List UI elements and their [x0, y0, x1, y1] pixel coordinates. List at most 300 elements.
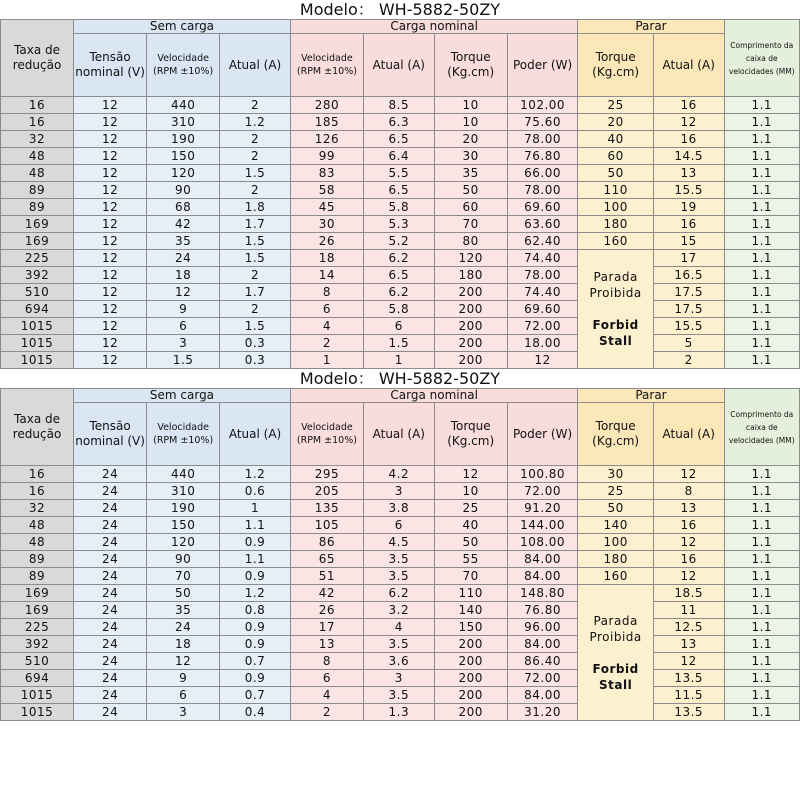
table-cell: 150	[147, 148, 220, 165]
table-cell: 24	[74, 636, 147, 653]
table-cell: 0.9	[220, 636, 291, 653]
table-cell: 70	[147, 568, 220, 585]
table-cell: 5.8	[363, 199, 434, 216]
table-cell: 110	[434, 585, 507, 602]
table-cell: 126	[290, 131, 363, 148]
table-cell: 1.1	[724, 250, 799, 267]
table-cell: 310	[147, 114, 220, 131]
table-cell: 135	[290, 500, 363, 517]
table-cell: 24	[74, 653, 147, 670]
table-cell: 70	[434, 568, 507, 585]
table-row	[1, 267, 800, 284]
header-ratio: Taxa de redução	[1, 20, 74, 97]
header-rl-current: Atual (A)	[363, 34, 434, 97]
table-cell: 24	[74, 670, 147, 687]
table-row	[1, 114, 800, 131]
table-row	[1, 483, 800, 500]
table-cell: 1.1	[724, 114, 799, 131]
table-cell: 1.1	[724, 653, 799, 670]
table-cell: 1.2	[220, 466, 291, 483]
table-cell: 50	[578, 500, 653, 517]
table-cell: 0.6	[220, 483, 291, 500]
table-cell: 8.5	[363, 97, 434, 114]
table-row	[1, 517, 800, 534]
table-cell: 1.1	[724, 500, 799, 517]
table-cell: 8	[290, 653, 363, 670]
table-cell: 9	[147, 301, 220, 318]
stall-note-en: Forbid Stall	[592, 661, 639, 692]
table-cell: 1.5	[363, 335, 434, 352]
table-cell: 3.6	[363, 653, 434, 670]
table-cell: 12	[74, 182, 147, 199]
table-cell: 190	[147, 500, 220, 517]
table-cell: 78.00	[507, 267, 578, 284]
table-cell: 11	[653, 602, 724, 619]
header-nl-current: Atual (A)	[220, 34, 291, 97]
table-cell: 99	[290, 148, 363, 165]
table-cell: 10	[434, 97, 507, 114]
table-cell: 84.00	[507, 551, 578, 568]
table-cell: 24	[74, 534, 147, 551]
table-cell: 12	[74, 148, 147, 165]
table-cell: 24	[74, 687, 147, 704]
header-rl-speed: Velocidade (RPM ±10%)	[290, 34, 363, 97]
table-cell: 5.5	[363, 165, 434, 182]
spec-table	[0, 388, 800, 721]
header-gearbox-length: Comprimento da caixa de velocidades (MM)	[724, 20, 799, 97]
table-cell: 12	[74, 114, 147, 131]
table-cell: 1.1	[724, 267, 799, 284]
table-cell: 6	[363, 318, 434, 335]
table-cell: 89	[1, 199, 74, 216]
table-cell: 48	[1, 517, 74, 534]
table-cell: 6.4	[363, 148, 434, 165]
table-cell: 10	[434, 483, 507, 500]
table-cell: 26	[290, 602, 363, 619]
table-cell: 3.5	[363, 551, 434, 568]
table-cell: 12	[434, 466, 507, 483]
table-cell: 69.60	[507, 199, 578, 216]
table-cell: 91.20	[507, 500, 578, 517]
table-cell: 110	[578, 182, 653, 199]
table-cell: 26	[290, 233, 363, 250]
table-cell: 24	[147, 250, 220, 267]
table-cell: 0.3	[220, 352, 291, 369]
table-cell: 1	[363, 352, 434, 369]
table-cell: 72.00	[507, 318, 578, 335]
table-cell: 180	[578, 216, 653, 233]
table-cell: 35	[147, 602, 220, 619]
table-cell: 12	[653, 534, 724, 551]
table-cell: 1.1	[724, 534, 799, 551]
table-cell: 1.1	[724, 301, 799, 318]
group-stop: Parar	[578, 389, 724, 403]
table-cell: 17.5	[653, 284, 724, 301]
table-cell: 694	[1, 670, 74, 687]
table-cell: 6.5	[363, 267, 434, 284]
table-cell: 40	[434, 517, 507, 534]
table-row	[1, 318, 800, 335]
table-cell: 48	[1, 165, 74, 182]
table-cell: 4	[290, 318, 363, 335]
table-cell: 5	[653, 335, 724, 352]
table-cell: 12.5	[653, 619, 724, 636]
table-cell: 150	[434, 619, 507, 636]
table-cell: 1.1	[724, 687, 799, 704]
table-cell: 24	[74, 500, 147, 517]
table-cell: 1.5	[220, 318, 291, 335]
table-cell: 78.00	[507, 131, 578, 148]
table-cell: 4.5	[363, 534, 434, 551]
table-cell: 13	[653, 500, 724, 517]
table-cell: 12	[74, 250, 147, 267]
table-cell: 1015	[1, 704, 74, 721]
table-cell: 1.1	[724, 585, 799, 602]
table-cell: 30	[434, 148, 507, 165]
table-cell: 12	[74, 97, 147, 114]
table-cell: 200	[434, 636, 507, 653]
header-st-torque: Torque (Kg.cm)	[578, 34, 653, 97]
table-row	[1, 636, 800, 653]
group-no-load: Sem carga	[74, 20, 291, 34]
table-cell: 15.5	[653, 318, 724, 335]
table-cell: 6	[147, 687, 220, 704]
table-cell: 19	[653, 199, 724, 216]
table-cell: 89	[1, 568, 74, 585]
model-title: Modelo： WH-5882-50ZY	[0, 369, 800, 388]
table-cell: 84.00	[507, 636, 578, 653]
table-cell: 1	[220, 500, 291, 517]
table-cell: 440	[147, 97, 220, 114]
table-cell: 12	[74, 352, 147, 369]
table-cell: 0.9	[220, 619, 291, 636]
table-cell: 2	[220, 131, 291, 148]
table-cell: 12	[74, 233, 147, 250]
table-cell: 3	[363, 483, 434, 500]
table-cell: 1.1	[724, 131, 799, 148]
table-cell: 12	[653, 466, 724, 483]
table-cell: 0.7	[220, 687, 291, 704]
table-cell: 50	[147, 585, 220, 602]
table-cell: 12	[74, 301, 147, 318]
table-cell: 3.5	[363, 687, 434, 704]
table-cell: 105	[290, 517, 363, 534]
table-cell: 120	[147, 165, 220, 182]
table-cell: 0.9	[220, 568, 291, 585]
table-cell: 48	[1, 534, 74, 551]
table-cell: 18.5	[653, 585, 724, 602]
table-cell: 310	[147, 483, 220, 500]
table-cell: 86	[290, 534, 363, 551]
table-cell: 70	[434, 216, 507, 233]
table-cell: 30	[290, 216, 363, 233]
table-cell: 12	[74, 199, 147, 216]
table-cell: 200	[434, 301, 507, 318]
table-cell: 1.7	[220, 216, 291, 233]
table-cell: 3.5	[363, 568, 434, 585]
table-cell: 1.1	[220, 517, 291, 534]
table-cell: 68	[147, 199, 220, 216]
table-cell: 120	[434, 250, 507, 267]
table-cell: 1015	[1, 352, 74, 369]
table-cell: 5.8	[363, 301, 434, 318]
table-cell: 2	[220, 97, 291, 114]
table-row	[1, 687, 800, 704]
table-cell: 32	[1, 500, 74, 517]
table-cell: 2	[220, 148, 291, 165]
table-row	[1, 301, 800, 318]
table-row	[1, 233, 800, 250]
table-cell: 89	[1, 551, 74, 568]
table-row	[1, 500, 800, 517]
table-cell: 65	[290, 551, 363, 568]
table-cell: 1.5	[220, 233, 291, 250]
table-cell: 24	[74, 602, 147, 619]
table-cell: 108.00	[507, 534, 578, 551]
table-cell: 169	[1, 233, 74, 250]
table-cell: 6	[147, 318, 220, 335]
table-cell: 12	[507, 352, 578, 369]
table-cell: 24	[74, 619, 147, 636]
table-cell: 12	[147, 653, 220, 670]
table-cell: 24	[74, 466, 147, 483]
table-row	[1, 335, 800, 352]
table-cell: 74.40	[507, 284, 578, 301]
table-cell: 2	[220, 182, 291, 199]
table-cell: 12	[653, 653, 724, 670]
header-nl-current: Atual (A)	[220, 403, 291, 466]
table-cell: 16	[653, 97, 724, 114]
table-cell: 6.5	[363, 182, 434, 199]
table-cell: 140	[578, 517, 653, 534]
table-cell: 102.00	[507, 97, 578, 114]
table-cell: 24	[74, 568, 147, 585]
header-nl-speed: Velocidade (RPM ±10%)	[147, 34, 220, 97]
table-cell: 1.7	[220, 284, 291, 301]
table-cell: 1.3	[363, 704, 434, 721]
table-cell: 76.80	[507, 148, 578, 165]
table-cell: 13.5	[653, 670, 724, 687]
table-cell: 100.80	[507, 466, 578, 483]
stall-note-pt: Parada Proibida	[589, 613, 642, 644]
table-cell: 51	[290, 568, 363, 585]
table-cell: 3.5	[363, 636, 434, 653]
table-row	[1, 148, 800, 165]
table-cell: 4	[290, 687, 363, 704]
table-cell: 13.5	[653, 704, 724, 721]
table-cell: 1.1	[724, 216, 799, 233]
table-cell: 31.20	[507, 704, 578, 721]
table-row	[1, 352, 800, 369]
table-cell: 280	[290, 97, 363, 114]
table-cell: 1.1	[724, 602, 799, 619]
table-cell: 0.8	[220, 602, 291, 619]
table-cell: 2	[290, 335, 363, 352]
table-cell: 12	[74, 318, 147, 335]
table-cell: 35	[147, 233, 220, 250]
table-cell: 16	[653, 517, 724, 534]
table-cell: 1.5	[147, 352, 220, 369]
table-cell: 1.1	[724, 466, 799, 483]
header-ratio: Taxa de redução	[1, 389, 74, 466]
table-cell: 6.5	[363, 131, 434, 148]
table-cell: 100	[578, 199, 653, 216]
table-cell: 1.1	[724, 352, 799, 369]
table-cell: 169	[1, 216, 74, 233]
group-stop: Parar	[578, 20, 724, 34]
group-rated-load: Carga nominal	[290, 389, 578, 403]
table-cell: 1.1	[724, 199, 799, 216]
table-cell: 50	[578, 165, 653, 182]
table-cell: 150	[147, 517, 220, 534]
table-cell: 18	[147, 636, 220, 653]
table-cell: 1	[290, 352, 363, 369]
table-cell: 90	[147, 182, 220, 199]
table-cell: 4.2	[363, 466, 434, 483]
table-cell: 190	[147, 131, 220, 148]
table-cell: 225	[1, 250, 74, 267]
table-cell: 2	[220, 301, 291, 318]
table-cell: 12	[74, 335, 147, 352]
table-cell: 160	[578, 233, 653, 250]
table-cell: 200	[434, 335, 507, 352]
header-rl-current: Atual (A)	[363, 403, 434, 466]
table-cell: 1.1	[724, 619, 799, 636]
table-cell: 60	[434, 199, 507, 216]
table-cell: 1.1	[724, 704, 799, 721]
table-cell: 40	[578, 131, 653, 148]
table-cell: 1.5	[220, 165, 291, 182]
table-cell: 16	[653, 216, 724, 233]
table-cell: 90	[147, 551, 220, 568]
table-row	[1, 551, 800, 568]
table-cell: 18	[147, 267, 220, 284]
table-cell: 80	[434, 233, 507, 250]
table-cell: 24	[74, 585, 147, 602]
table-cell: 16	[1, 97, 74, 114]
table-cell: 25	[578, 97, 653, 114]
header-rl-power: Poder (W)	[507, 403, 578, 466]
table-cell: 24	[74, 704, 147, 721]
stall-note-en: Forbid Stall	[592, 318, 639, 348]
stall-note	[578, 250, 653, 369]
table-cell: 5.2	[363, 233, 434, 250]
table-cell: 3.8	[363, 500, 434, 517]
table-cell: 12	[653, 114, 724, 131]
table-cell: 1.2	[220, 114, 291, 131]
table-cell: 1.1	[724, 551, 799, 568]
table-cell: 0.9	[220, 534, 291, 551]
table-cell: 1.1	[724, 233, 799, 250]
header-st-current: Atual (A)	[653, 403, 724, 466]
table-cell: 9	[147, 670, 220, 687]
table-cell: 13	[290, 636, 363, 653]
table-cell: 120	[147, 534, 220, 551]
table-cell: 66.00	[507, 165, 578, 182]
group-rated-load: Carga nominal	[290, 20, 578, 34]
table-cell: 225	[1, 619, 74, 636]
group-no-load: Sem carga	[74, 389, 291, 403]
table-cell: 16.5	[653, 267, 724, 284]
table-cell: 42	[147, 216, 220, 233]
table-cell: 24	[74, 551, 147, 568]
header-rl-torque: Torque (Kg.cm)	[434, 403, 507, 466]
table-cell: 16	[1, 483, 74, 500]
table-cell: 17	[290, 619, 363, 636]
table-cell: 0.3	[220, 335, 291, 352]
table-cell: 63.60	[507, 216, 578, 233]
table-cell: 8	[290, 284, 363, 301]
table-row	[1, 670, 800, 687]
table-cell: 12	[74, 165, 147, 182]
table-cell: 440	[147, 466, 220, 483]
table-row	[1, 568, 800, 585]
table-cell: 24	[74, 483, 147, 500]
table-cell: 0.7	[220, 653, 291, 670]
table-cell: 16	[653, 131, 724, 148]
table-cell: 1.1	[724, 284, 799, 301]
table-cell: 42	[290, 585, 363, 602]
table-cell: 96.00	[507, 619, 578, 636]
table-row	[1, 602, 800, 619]
table-cell: 12	[147, 284, 220, 301]
table-cell: 295	[290, 466, 363, 483]
table-cell: 35	[434, 165, 507, 182]
header-rl-torque: Torque (Kg.cm)	[434, 34, 507, 97]
table-cell: 18	[290, 250, 363, 267]
table-cell: 3.2	[363, 602, 434, 619]
table-cell: 74.40	[507, 250, 578, 267]
table-cell: 50	[434, 534, 507, 551]
table-cell: 78.00	[507, 182, 578, 199]
table-cell: 55	[434, 551, 507, 568]
table-cell: 200	[434, 284, 507, 301]
table-cell: 510	[1, 284, 74, 301]
table-cell: 60	[578, 148, 653, 165]
table-cell: 72.00	[507, 670, 578, 687]
table-cell: 200	[434, 704, 507, 721]
table-cell: 16	[653, 551, 724, 568]
table-cell: 1.1	[724, 517, 799, 534]
table-cell: 1.8	[220, 199, 291, 216]
table-cell: 1.1	[220, 551, 291, 568]
header-voltage: Tensão nominal (V)	[74, 34, 147, 97]
table-cell: 84.00	[507, 687, 578, 704]
table-cell: 392	[1, 267, 74, 284]
table-cell: 58	[290, 182, 363, 199]
table-cell: 200	[434, 670, 507, 687]
table-cell: 84.00	[507, 568, 578, 585]
table-cell: 16	[1, 466, 74, 483]
table-cell: 3	[147, 335, 220, 352]
stall-note-pt: Parada Proibida	[589, 270, 642, 300]
table-cell: 12	[74, 284, 147, 301]
table-cell: 72.00	[507, 483, 578, 500]
header-nl-speed: Velocidade (RPM ±10%)	[147, 403, 220, 466]
table-cell: 75.60	[507, 114, 578, 131]
table-cell: 6.2	[363, 250, 434, 267]
table-row	[1, 585, 800, 602]
table-cell: 1.1	[724, 97, 799, 114]
table-row	[1, 653, 800, 670]
table-row	[1, 199, 800, 216]
table-cell: 11.5	[653, 687, 724, 704]
table-cell: 24	[74, 517, 147, 534]
stall-note	[578, 585, 653, 721]
table-cell: 76.80	[507, 602, 578, 619]
table-cell: 510	[1, 653, 74, 670]
table-cell: 20	[578, 114, 653, 131]
